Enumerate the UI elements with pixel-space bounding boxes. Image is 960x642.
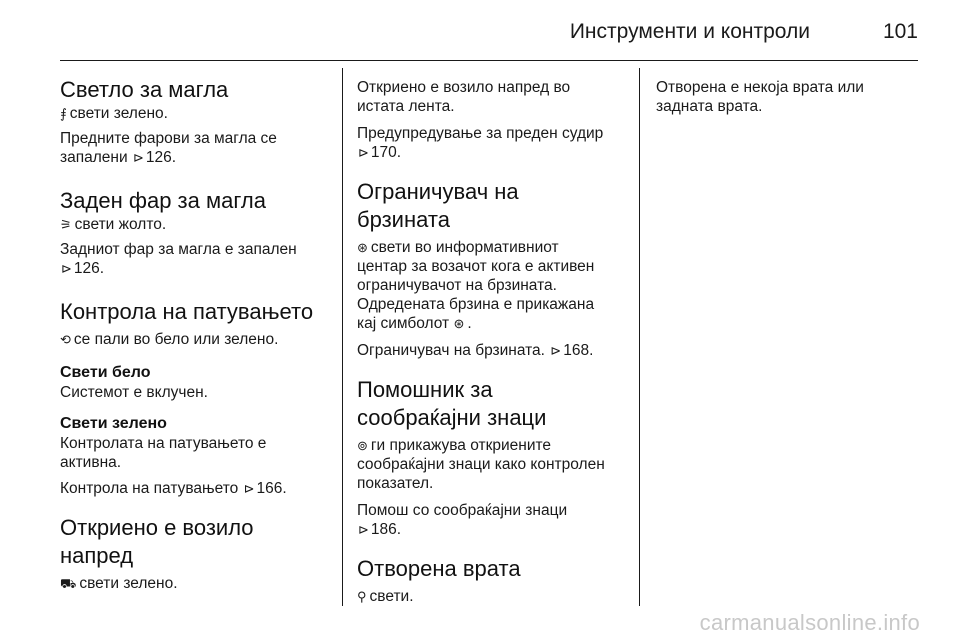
body-text: задната врата.: [656, 98, 763, 115]
body-text: кај симболот: [357, 315, 450, 332]
subsection-title: Свети зелено: [60, 415, 167, 432]
body-text: Отворена е некоја врата или: [656, 79, 864, 96]
cruise-control-icon: ⟲: [60, 332, 71, 347]
section-title: Отворена врата: [357, 556, 521, 581]
page-ref[interactable]: 168.: [563, 342, 594, 359]
column-1: [60, 68, 332, 593]
body-text: Предупредување за преден судир: [357, 125, 604, 142]
section-title: Ограничувач на: [357, 179, 519, 204]
speed-limiter-icon: ⊛: [357, 240, 368, 255]
body-text: Системот е вклучен.: [60, 384, 208, 401]
section-title: напред: [60, 543, 134, 568]
column-divider: [342, 68, 343, 606]
body-text: Одредената брзина е прикажана: [357, 296, 595, 313]
body-text: Помош со сообраќајни знаци: [357, 502, 568, 519]
door-open-icon: ⚲: [357, 589, 367, 604]
body-text: се пали во бело или зелено.: [73, 331, 279, 348]
page-ref-icon: ⊳: [243, 481, 255, 496]
column-3: [656, 68, 918, 116]
body-text: свети жолто.: [74, 216, 167, 233]
body-text: Предните фарови за магла се: [60, 130, 277, 147]
watermark: carmanualsonline.info: [699, 610, 920, 635]
body-text: активна.: [60, 454, 122, 471]
body-text: истата лента.: [357, 98, 455, 115]
body-text: Задниот фар за магла е запален: [60, 241, 297, 258]
traffic-sign-icon: ⊚: [357, 438, 368, 453]
page-ref[interactable]: 186.: [370, 521, 402, 538]
body-text: свети зелено.: [79, 575, 178, 592]
body-text: центар за возачот кога е активен: [357, 258, 595, 275]
page-ref[interactable]: 166.: [256, 480, 287, 497]
body-text: свети зелено.: [69, 105, 168, 122]
section-title: брзината: [357, 207, 450, 232]
section-title: Заден фар за магла: [60, 188, 266, 213]
column-2: Откриено е возило напред во истата лента. Предупредување за преден судир ⊳ 170. Ограничувач на брзината ⊛ свети во информативниот центар за возачот кога е активен ограничувачот на брзината. Одредената брзина е прикажана кај симболот ⊛ . Ограничувач на брзината. ⊳ 168. Помошник за сообраќајни знаци ⊚ ги прикажува откриените сообраќајни знаци како контролен показател. Помош со сообраќајни знаци ⊳ 186. Отворена врата ⚲ свети.: [357, 68, 627, 606]
header-title: Инструменти и контроли: [569, 20, 810, 43]
page-ref-icon: ⊳: [550, 343, 562, 358]
body-text: показател.: [357, 475, 434, 492]
body-text: Откриено е возило напред во: [357, 79, 571, 96]
column-divider: [639, 68, 640, 606]
body-text: Контрола на патувањето: [60, 480, 239, 497]
page-number: 101: [882, 20, 918, 43]
body-text: Ограничувач на брзината.: [357, 342, 545, 359]
body-text: запалени: [60, 149, 128, 166]
fog-light-icon: ⨎: [60, 106, 67, 121]
header-rule: [60, 60, 918, 61]
body-text: свети.: [369, 588, 414, 605]
section-title: Светло за магла: [60, 77, 229, 102]
page-ref[interactable]: 126.: [145, 149, 177, 166]
page-ref-icon: ⊳: [61, 261, 72, 276]
body-text: сообраќајни знаци како контролен: [357, 456, 605, 473]
page-ref[interactable]: 170.: [370, 144, 402, 161]
subsection-title: Свети бело: [60, 364, 151, 381]
page-ref-icon: ⊳: [132, 150, 144, 165]
page-ref-icon: ⊳: [358, 145, 369, 160]
speed-limiter-icon: ⊛: [453, 316, 465, 331]
body-text: свети во информативниот: [370, 239, 559, 256]
section-title: Контрола на патувањето: [60, 299, 314, 324]
body-text: Контролата на патувањето е: [60, 435, 267, 452]
section-title: Помошник за: [357, 377, 493, 402]
page-ref[interactable]: 126.: [73, 260, 105, 277]
rear-fog-icon: ⚞: [60, 217, 72, 232]
page-ref-icon: ⊳: [358, 522, 369, 537]
section-title: Откриено е возило: [60, 515, 254, 540]
body-text: ограничувачот на брзината.: [357, 277, 557, 294]
body-text: ги прикажува откриените: [370, 437, 552, 454]
vehicle-ahead-icon: ⛟: [60, 576, 77, 591]
section-title: сообраќајни знаци: [357, 405, 547, 430]
